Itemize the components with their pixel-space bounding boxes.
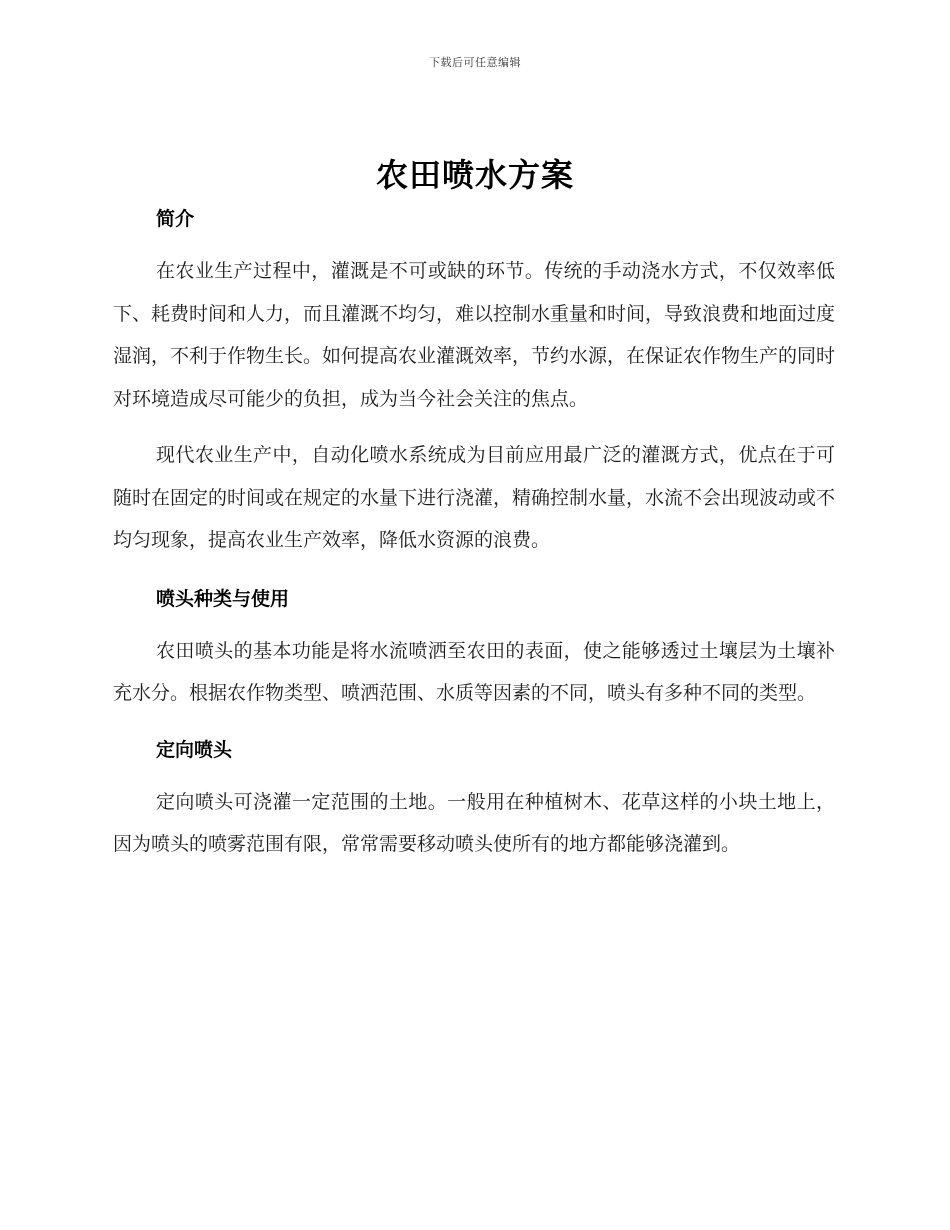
header-note: 下载后可任意编辑 [429,56,521,69]
section-heading-directional-nozzle: 定向喷头 [156,738,233,761]
nozzle-types-paragraph: 农田喷头的基本功能是将水流喷洒至农田的表面，使之能够透过土壤层为土壤补充水分。根据农作物类型、喷洒范围、水质等因素的不同，喷头有多种不同的类型。 [113,639,835,704]
intro-paragraph-2: 现代农业生产中，自动化喷水系统成为目前应用最广泛的灌溉方式，优点在于可随时在固定的时间或在规定的水量下进行浇灌，精确控制水量，水流不会出现波动或不均匀现象，提高农业生产效率，降低水资源的浪费。 [113,444,836,551]
section-heading-nozzle-types: 喷头种类与使用 [156,587,290,610]
intro-paragraph-1: 在农业生产过程中，灌溉是不可或缺的环节。传统的手动浇水方式，不仅效率低下、耗费时间和人力，而且灌溉不均匀，难以控制水重量和时间，导致浪费和地面过度湿润，不利于作物生长。如何提高农业灌溉效率，节约水源，在保证农作物生产的同时对环境造成尽可能少的负担，成为当今社会关注的焦点。 [113,260,836,410]
document-title: 农田喷水方案 [375,156,574,194]
document-body [113,200,835,866]
directional-nozzle-paragraph: 定向喷头可浇灌一定范围的土地。一般用在种植树木、花草这样的小块土地上，因为喷头的喷雾范围有限，常常需要移动喷头使所有的地方都能够浇灌到。 [113,790,835,855]
section-heading-intro: 简介 [156,208,195,230]
